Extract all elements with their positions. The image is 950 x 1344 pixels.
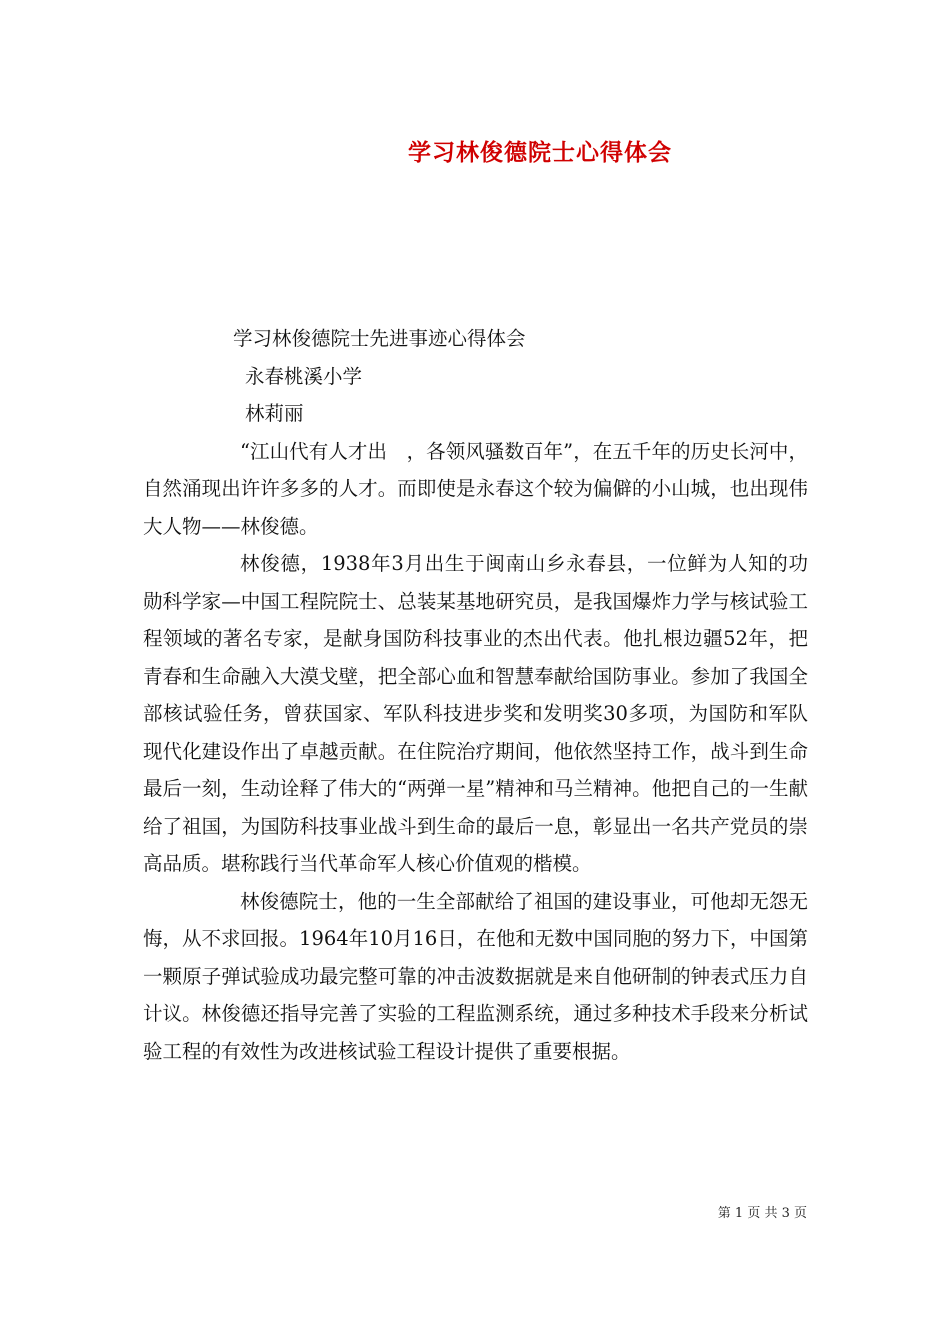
paragraph: 林俊德院士，他的一生全部献给了祖国的建设事业，可他却无怨无悔，从不求回报。1964年10月16日，在他和无数中国同胞的努力下，中国第一颗原子弹试验成功最完整可靠的冲击波数据就是来自他研制的钟表式压力自计议。林俊德还指导完善了实验的工程监测系统，通过多种技术手段来分析试验工程的有效性为改进核试验工程设计提供了重要根据。 [143, 889, 808, 1063]
paragraph: “江山代有人才出 ，各领风骚数百年”，在五千年的历史长河中，自然涌现出许许多多的人才。而即使是永春这个较为偏僻的小山城，也出现伟大人物——林俊德。 [143, 439, 808, 538]
paragraph: 林俊德，1938年3月出生于闽南山乡永春县，一位鲜为人知的功勋科学家—中国工程院院士、总装某基地研究员，是我国爆炸力学与核试验工程领域的著名专家，是献身国防科技事业的杰出代表。他扎根边疆52年，把青春和生命融入大漠戈壁，把全部心血和智慧奉献给国防事业。参加了我国全部核试验任务，曾获国家、军队科技进步奖和发明奖30多项，为国防和军队现代化建设作出了卓越贡献。在住院治疗期间，他依然坚持工作，战斗到生命最后一刻，生动诠释了伟大的“两弹一星”精神和马兰精神。他把自己的一生献给了祖国，为国防科技事业战斗到生命的最后一息，彰显出一名共产党员的崇高品质。堪称践行当代革命军人核心价值观的楷模。 [143, 552, 808, 875]
page-title: 学习林俊德院士心得体会 [408, 139, 672, 166]
subtitle: 学习林俊德院士先进事迹心得体会 [233, 327, 526, 350]
document-body [143, 320, 808, 1070]
author-name: 林莉丽 [245, 402, 304, 425]
page-footer: 第 1 页 共 3 页 [717, 1206, 807, 1221]
school-name: 永春桃溪小学 [245, 364, 363, 388]
